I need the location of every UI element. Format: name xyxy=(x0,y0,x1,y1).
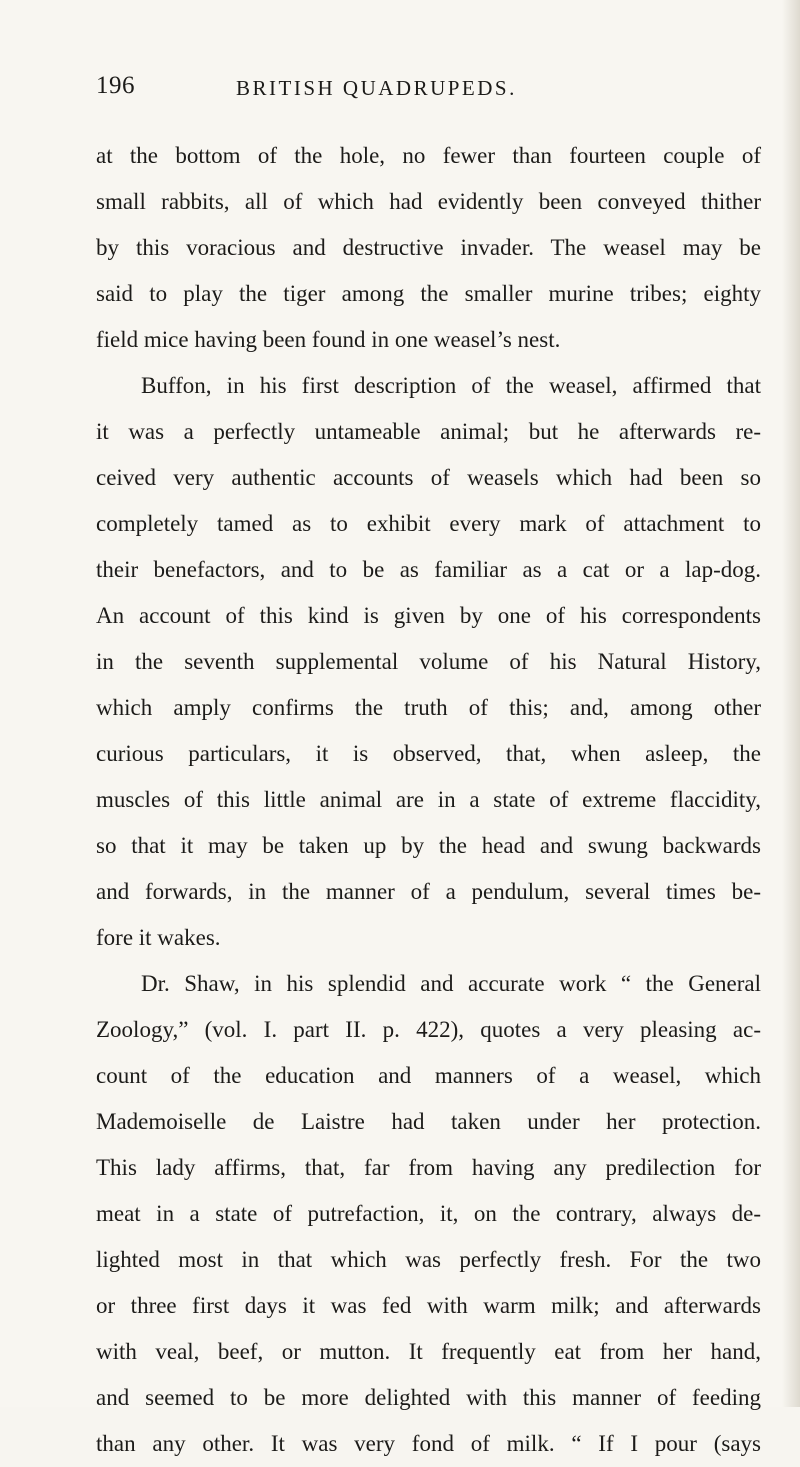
text-line: it was a perfectly untameable animal; but he afterwards re- xyxy=(96,419,761,444)
text-line: than any other. It was very fond of milk. “ If I pour (says xyxy=(96,1431,761,1456)
text-line: meat in a state of putrefaction, it, on the contrary, always de- xyxy=(96,1201,761,1226)
text-line: ceived very authentic accounts of weasels which had been so xyxy=(96,465,761,490)
text-line: which amply confirms the truth of this; and, among other xyxy=(96,695,761,720)
text-line: curious particulars, it is observed, that, when asleep, the xyxy=(96,741,761,766)
text-line: fore it wakes. xyxy=(96,925,221,950)
text-line: Buffon, in his first description of the weasel, affirmed that xyxy=(141,373,761,398)
text-line: An account of this kind is given by one of his correspondents xyxy=(96,603,761,628)
text-line: Mademoiselle de Laistre had taken under her protection. xyxy=(96,1109,761,1134)
body-text xyxy=(96,133,761,1467)
text-line: so that it may be taken up by the head and swung backwards xyxy=(96,833,761,858)
page-number: 196 xyxy=(96,72,135,99)
text-line: count of the education and manners of a weasel, which xyxy=(96,1063,761,1088)
text-line: Zoology,” (vol. I. part II. p. 422), quotes a very pleasing ac- xyxy=(96,1017,761,1042)
text-line: or three first days it was fed with warm milk; and afterwards xyxy=(96,1293,761,1318)
text-line: muscles of this little animal are in a state of extreme flaccidity, xyxy=(96,787,761,812)
page-edge-shadow xyxy=(782,0,800,1407)
text-line: with veal, beef, or mutton. It frequently eat from her hand, xyxy=(96,1339,761,1364)
text-line: and forwards, in the manner of a pendulum, several times be- xyxy=(96,879,761,904)
text-line: their benefactors, and to be as familiar as a cat or a lap-dog. xyxy=(96,557,761,582)
running-title: BRITISH QUADRUPEDS. xyxy=(236,76,517,100)
text-line: Dr. Shaw, in his splendid and accurate work “ the General xyxy=(141,971,761,996)
text-line: This lady affirms, that, far from having any predilection for xyxy=(96,1155,761,1180)
text-line: in the seventh supplemental volume of his Natural History, xyxy=(96,649,761,674)
text-line: at the bottom of the hole, no fewer than fourteen couple of xyxy=(96,143,761,168)
text-line: field mice having been found in one weasel’s nest. xyxy=(96,327,561,352)
text-line: and seemed to be more delighted with this manner of feeding xyxy=(96,1385,761,1410)
text-line: small rabbits, all of which had evidently been conveyed thither xyxy=(96,189,761,214)
text-line: completely tamed as to exhibit every mark of attachment to xyxy=(96,511,761,536)
text-line: by this voracious and destructive invader. The weasel may be xyxy=(96,235,761,260)
text-line: said to play the tiger among the smaller murine tribes; eighty xyxy=(96,281,761,306)
text-line: lighted most in that which was perfectly fresh. For the two xyxy=(96,1247,761,1272)
